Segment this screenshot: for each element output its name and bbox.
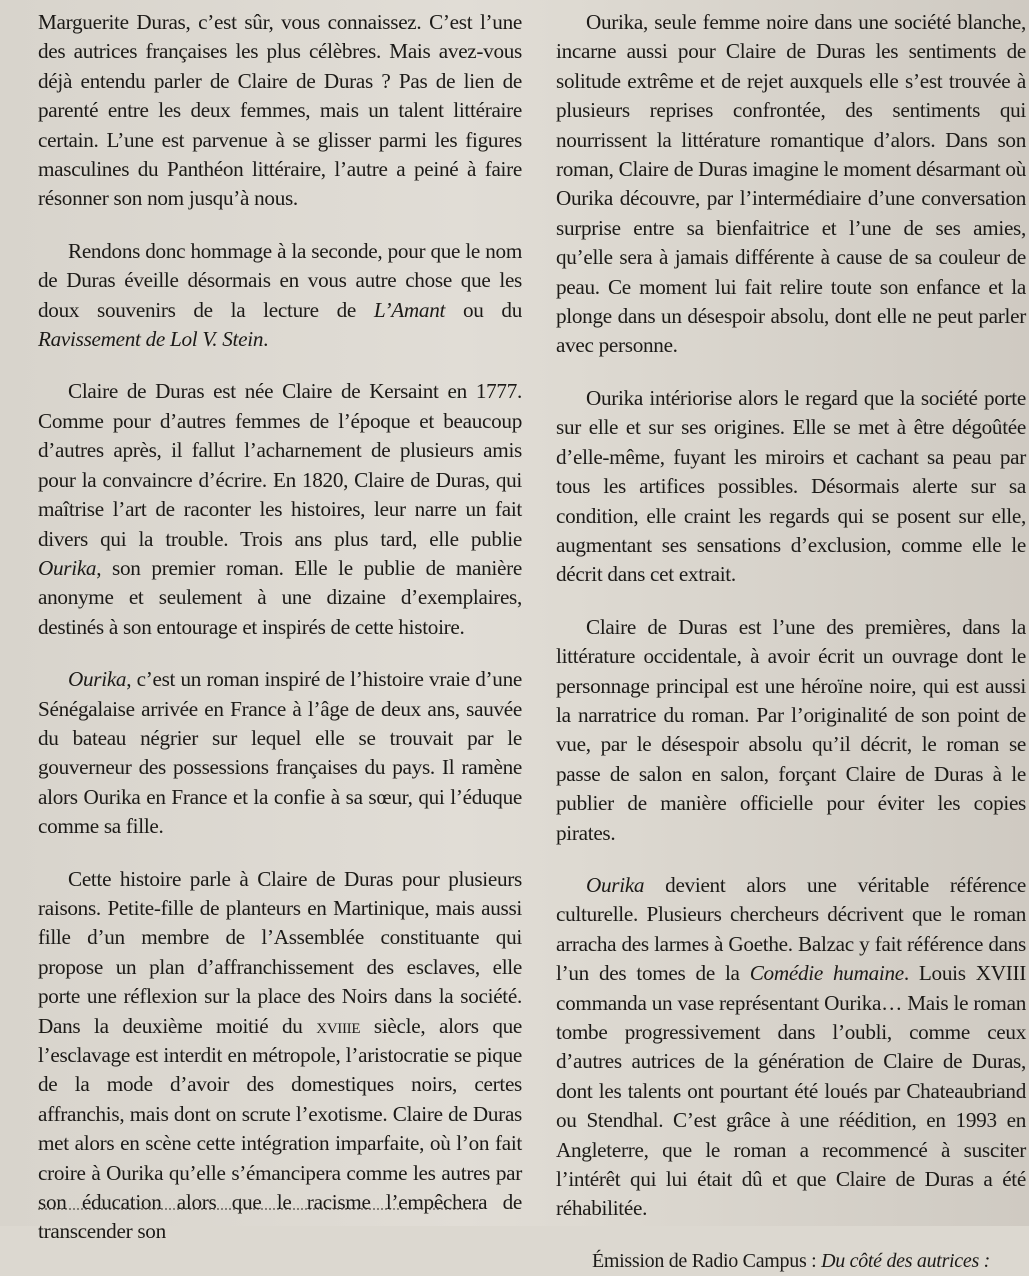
- paragraph-text: , c’est un roman inspiré de l’histoire vraie d’une Sénégalaise arrivée en France à l’âge de deux ans, sauvée du bateau négrier sur lequel elle se trouvait par le gouverneur des possessions françaises du pays. Il ramène alors Ourika en France et la confie à sa sœur, qui l’éduque comme sa fille.: [38, 667, 522, 839]
- paragraph-text: .: [263, 327, 269, 352]
- paragraph-reasons: [38, 865, 522, 1247]
- left-column: [38, 8, 522, 1270]
- paragraph-biography: [38, 377, 522, 642]
- right-column: [556, 8, 1026, 1276]
- paragraph-hommage: [38, 237, 522, 355]
- paragraph-ourika-story: [38, 665, 522, 841]
- cut-off-line: [38, 1208, 478, 1216]
- paragraph-text: ou du: [445, 297, 522, 322]
- book-title: Ourika: [38, 555, 97, 580]
- credit-title: Du côté des autrices :: [821, 1249, 991, 1272]
- paragraph-interiorise: [556, 384, 1026, 590]
- paragraph-premiere: [556, 613, 1026, 848]
- paragraph-text: Cette histoire parle à Claire de Duras pour plusieurs raisons. Petite-fille de planteurs en Martinique, mais aussi fille d’un membre de l’Assemblée constituante qui propose un plan d’affranchissement des esclaves, elle porte une réflexion sur la place des Noirs dans la société. Dans la deuxième moitié du: [38, 866, 522, 1038]
- book-title: L’Amant: [373, 297, 446, 322]
- book-title: Comédie humaine: [749, 961, 904, 986]
- paragraph-text: Claire de Duras est l’une des premières, dans la littérature occidentale, à avoir écrit un ouvrage dont le personnage principal est une héroïne noire, qui est aussi la narratrice du roman. Par l’originalité de son point de vue, par le désespoir absolu qu’il décrit, le roman se passe de salon en salon, forçant Claire de Duras à le publier de manière officielle pour éviter les copies pirates.: [556, 614, 1026, 845]
- paragraph-text: . Louis XVIII commanda un vase représentant Ourika… Mais le roman tombe progressivement dans l’oubli, comme ceux d’autres autrices de la génération de Claire de Duras, dont les talents ont pourtant été loués par Chateaubriand ou Stendhal. C’est grâce à une réédition, en 1993 en Angleterre, que le roman a recommencé à susciter l’intérêt qui lui était dû et que Claire de Duras a été réhabilitée.: [556, 961, 1026, 1221]
- book-title: Ourika: [68, 667, 127, 692]
- paragraph-text: Ourika, seule femme noire dans une société blanche, incarne aussi pour Claire de Duras les sentiments de solitude extrême et de rejet auxquels elle s’est trouvée à plusieurs reprises confrontée, des sentiments qui nourrissent la littérature romantique d’alors. Dans son roman, Claire de Duras imagine le moment désarmant où Ourika découvre, par l’intermédiaire d’une conversation surprise entre sa bienfaitrice et l’une de ses amies, qu’elle sera à jamais différente à cause de sa couleur de peau. Ce moment lui fait relire toute son enfance et la plonge dans un désespoir absolu, dont elle ne peut parler avec personne.: [556, 10, 1026, 358]
- paragraph-text: Marguerite Duras, c’est sûr, vous connaissez. C’est l’une des autrices françaises les plus célèbres. Mais avez-vous déjà entendu parler de Claire de Duras ? Pas de lien de parenté entre les deux femmes, mais un talent littéraire certain. L’une est parvenue à se glisser parmi les figures masculines du Panthéon littéraire, l’autre a peiné à faire résonner son nom jusqu’à nous.: [38, 10, 522, 211]
- paragraph-solitude: [556, 8, 1026, 361]
- paragraph-text: Claire de Duras est née Claire de Kersaint en 1777. Comme pour d’autres femmes de l’époque et beaucoup d’autres après, il fallut l’acharnement de plusieurs amis pour la convaincre d’écrire. En 1820, Claire de Duras, qui maîtrise l’art de raconter les histoires, leur narre un fait divers qui la trouble. Trois ans plus tard, elle publie: [38, 379, 522, 551]
- century-numeral: xviiie: [316, 1013, 361, 1038]
- paragraph-text: Rendons donc hommage à la seconde, pour que le nom de Duras éveille désormais en vous autre chose que les doux souvenirs de la lecture de: [38, 238, 522, 322]
- paragraph-text: Ourika intériorise alors le regard que la société porte sur elle et sur ses origines. Elle se met à être dégoûtée d’elle-même, fuyant les miroirs et cachant sa peau par tous les artifices possibles. Désormais alerte sur sa condition, elle craint les regards qui se posent sur elle, augmentant ses sensations d’exclusion, comme elle le décrit dans cet extrait.: [556, 385, 1026, 587]
- book-title: Ourika: [586, 872, 645, 897]
- paragraph-reference: [556, 871, 1026, 1224]
- credit-label: Émission de Radio Campus :: [591, 1249, 822, 1272]
- paragraph-intro: [38, 8, 522, 214]
- book-title: Ravissement de Lol V. Stein: [38, 327, 264, 352]
- paragraph-text: , son premier roman. Elle le publie de manière anonyme et seulement à une dizaine d’exemplaires, destinés à son entourage et inspirés de cette histoire.: [38, 555, 522, 639]
- radio-credit: [556, 1247, 1026, 1276]
- paragraph-text: siècle, alors que l’esclavage est interdit en métropole, l’aristocratie se pique de la mode d’avoir des domestiques noirs, certes affranchis, mais dont on scrute l’exotisme. Claire de Duras met alors en scène cette intégration imparfaite, où l’on fait croire à Ourika qu’elle s’émancipera comme les autres par son éducation alors que le racisme l’empêchera de transcender son: [38, 1013, 523, 1244]
- paragraph-text: devient alors une véritable référence culturelle. Plusieurs chercheurs décrivent que le roman arracha des larmes à Goethe. Balzac y fait référence dans l’un des tomes de la: [556, 872, 1026, 986]
